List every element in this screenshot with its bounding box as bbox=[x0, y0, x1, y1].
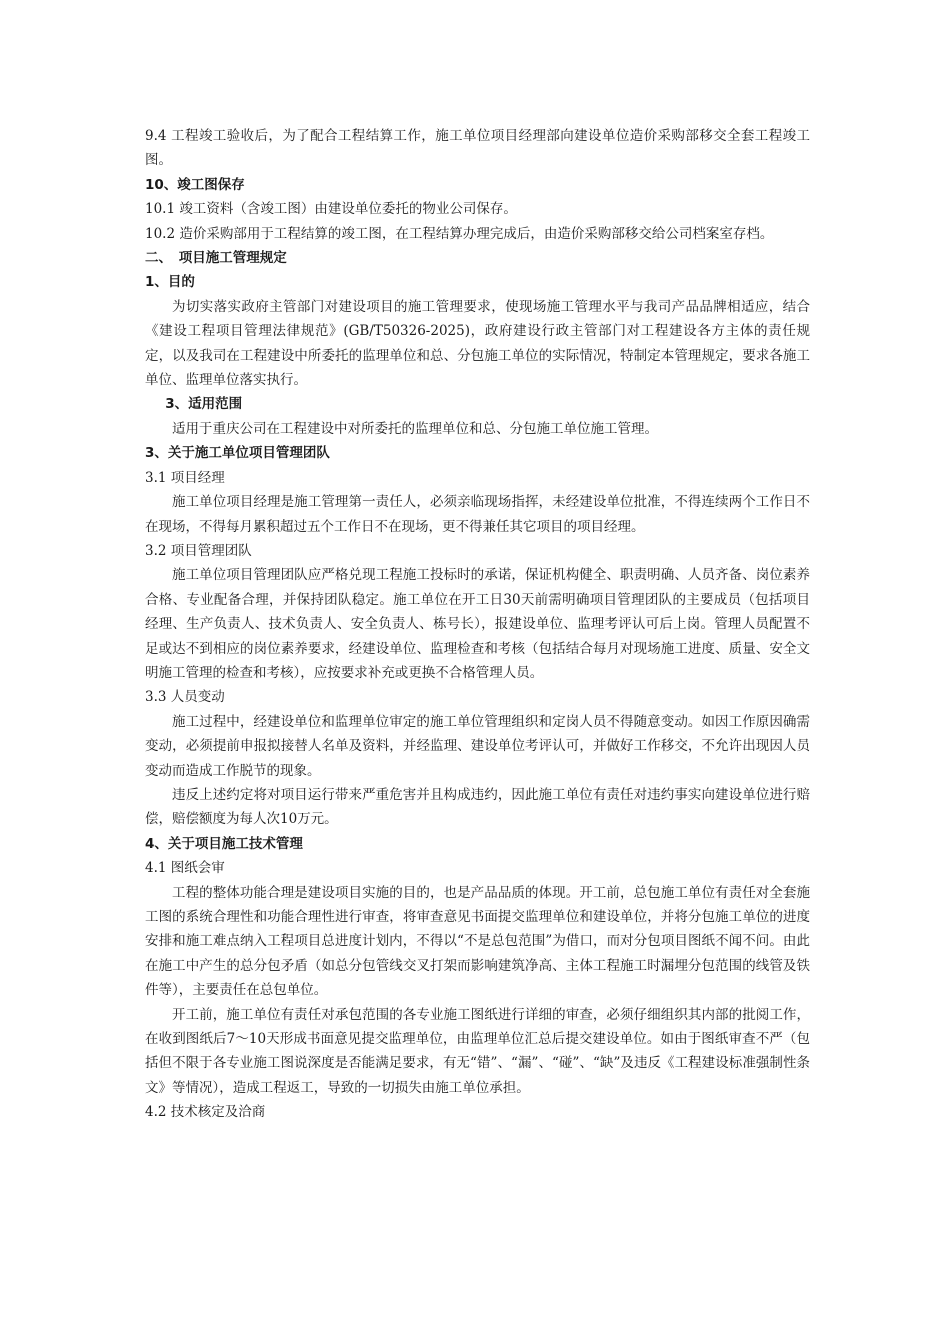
paragraph-drawing-review-2: 开工前，施工单位有责任对承包范围的各专业施工图纸进行详细的审查，必须仔细组织其内部的批阅工作，在收到图纸后7～10天形成书面意见提交监理单位，由监理单位汇总后提交建设单位。如由于图纸审查不严（包括但不限于各专业施工图说深度是否能满足要求，有无“错”、“漏”、“碰”、“缺”及违反《工程建设标准强制性条文》等情况），造成工程返工，导致的一切损失由施工单位承担。 bbox=[145, 1006, 810, 1096]
heading-as-built-storage: 10、竣工图保存 bbox=[145, 176, 245, 193]
label-3-3: 3.3 人员变动 bbox=[145, 689, 225, 706]
paragraph-team: 施工单位项目管理团队应严格兑现工程施工投标时的承诺，保证机构健全、职责明确、人员齐备、岗位素养合格、专业配备合理，并保持团队稳定。施工单位在开工日30天前需明确项目管理团队的主要成员（包括项目经理、生产负责人、技术负责人、安全负责人、栋号长），报建设单位、监理考评认可后上岗。管理人员配置不足或达不到相应的岗位素养要求，经建设单位、监理检查和考核（包括结合每月对现场施工进度、质量、安全文明施工管理的检查和考核），应按要求补充或更换不合格管理人员。 bbox=[145, 567, 810, 681]
heading-purpose: 1、目的 bbox=[145, 274, 195, 291]
paragraph-10-1: 10.1 竣工资料（含竣工图）由建设单位委托的物业公司保存。 bbox=[145, 201, 517, 218]
document-page bbox=[145, 124, 810, 1125]
heading-technical-management: 4、关于项目施工技术管理 bbox=[145, 835, 303, 852]
label-3-2: 3.2 项目管理团队 bbox=[145, 542, 252, 559]
label-4-2: 4.2 技术核定及洽商 bbox=[145, 1104, 266, 1121]
heading-construction-rules: 二、 项目施工管理规定 bbox=[145, 250, 287, 267]
paragraph-purpose: 为切实落实政府主管部门对建设项目的施工管理要求，使现场施工管理水平与我司产品品牌相适应，结合《建设工程项目管理法律规范》(GB/T50326-2025)，政府建设行政主管部门对工程建设各方主体的责任规定，以及我司在工程建设中所委托的监理单位和总、分包施工单位的实际情况，特制定本管理规定，要求各施工单位、监理单位落实执行。 bbox=[145, 298, 810, 389]
paragraph-scope: 适用于重庆公司在工程建设中对所委托的监理单位和总、分包施工单位施工管理。 bbox=[172, 420, 658, 437]
label-3-1: 3.1 项目经理 bbox=[145, 469, 225, 486]
paragraph-project-manager: 施工单位项目经理是施工管理第一责任人，必须亲临现场指挥，未经建设单位批准，不得连续两个工作日不在现场，不得每月累积超过五个工作日不在现场，更不得兼任其它项目的项目经理。 bbox=[145, 494, 810, 535]
heading-management-team: 3、关于施工单位项目管理团队 bbox=[145, 445, 330, 462]
heading-scope: 3、适用范围 bbox=[165, 396, 243, 413]
paragraph-penalty: 违反上述约定将对项目运行带来严重危害并且构成违约，因此施工单位有责任对违约事实向建设单位进行赔偿，赔偿额度为每人次10万元。 bbox=[145, 786, 810, 828]
paragraph-10-2: 10.2 造价采购部用于工程结算的竣工图，在工程结算办理完成后，由造价采购部移交给公司档案室存档。 bbox=[145, 225, 774, 242]
label-4-1: 4.1 图纸会审 bbox=[145, 860, 225, 877]
paragraph-9-4: 9.4 工程竣工验收后，为了配合工程结算工作，施工单位项目经理部向建设单位造价采购部移交全套工程竣工图。 bbox=[145, 128, 810, 169]
paragraph-drawing-review-1: 工程的整体功能合理是建设项目实施的目的，也是产品品质的体现。开工前，总包施工单位有责任对全套施工图的系统合理性和功能合理性进行审查，将审查意见书面提交监理单位和建设单位，并将分包施工单位的进度安排和施工难点纳入工程项目总进度计划内，不得以“不是总包范围”为借口，而对分包项目图纸不闻不问。由此在施工中产生的总分包矛盾（如总分包管线交叉打架而影响建筑净高、主体工程施工时漏埋分包范围的线管及铁件等），主要责任在总包单位。 bbox=[145, 884, 810, 999]
paragraph-personnel-change: 施工过程中，经建设单位和监理单位审定的施工单位管理组织和定岗人员不得随意变动。如因工作原因确需变动，必须提前申报拟接替人名单及资料，并经监理、建设单位考评认可，并做好工作移交，不允许出现因人员变动而造成工作脱节的现象。 bbox=[145, 713, 810, 779]
